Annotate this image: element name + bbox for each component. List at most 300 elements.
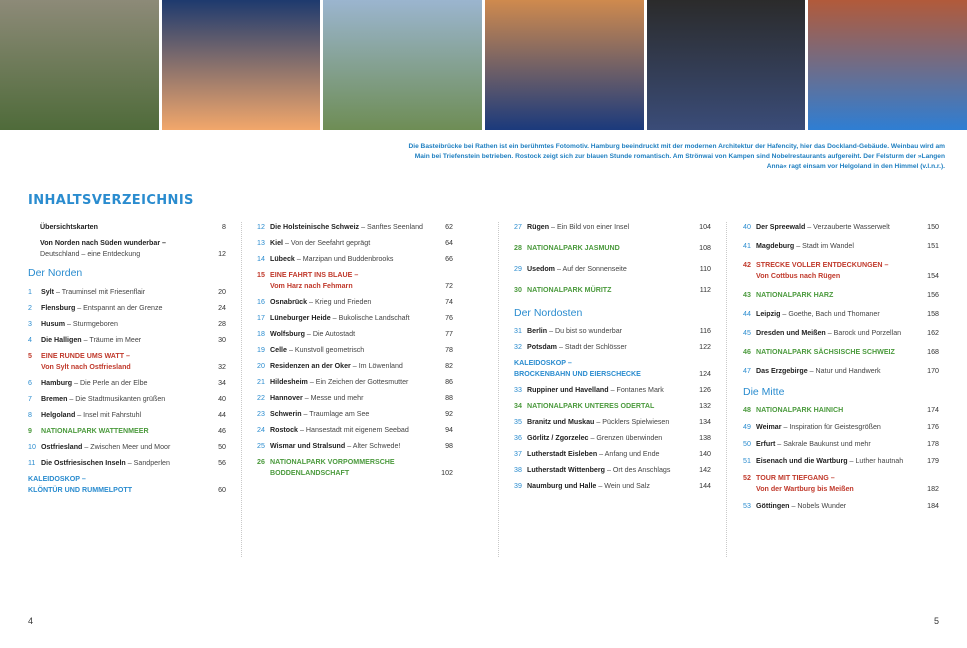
entry-subtitle: – Stadt im Wandel xyxy=(794,242,854,250)
toc-entry xyxy=(257,409,453,420)
entry-name: Berlin xyxy=(527,327,548,335)
entry-number: 3 xyxy=(28,320,32,328)
entry-name: Die Holsteinische Schweiz xyxy=(270,223,360,231)
entry-page: 46 xyxy=(218,427,226,435)
entry-page: 140 xyxy=(699,450,711,458)
entry-number: 8 xyxy=(28,411,32,419)
entry-page: 116 xyxy=(699,327,711,335)
entry-title xyxy=(756,222,890,233)
entry-number: 49 xyxy=(743,423,751,431)
entry-number: 21 xyxy=(257,378,265,386)
section-heading: Die Mitte xyxy=(743,386,785,398)
entry-subtitle: – Kunstvoll geometrisch xyxy=(286,346,365,354)
entry-number: 36 xyxy=(514,434,522,442)
entry-title xyxy=(514,358,641,380)
entry-name: Bremen xyxy=(41,395,68,403)
entry-page: 170 xyxy=(927,367,939,375)
entry-page: 56 xyxy=(218,459,226,467)
entry-page: 88 xyxy=(445,394,453,402)
entry-number: 11 xyxy=(28,459,36,467)
entry-page: 132 xyxy=(699,402,711,410)
entry-subtitle: – Von der Seefahrt geprägt xyxy=(283,239,371,247)
entry-name: TOUR MIT TIEFGANG – xyxy=(756,474,835,482)
entry-title xyxy=(527,243,620,254)
toc-entry xyxy=(28,442,226,453)
toc-entry xyxy=(257,297,453,308)
entry-title xyxy=(527,465,670,476)
entry-number: 41 xyxy=(743,242,751,250)
entry-subtitle: – Bukolische Landschaft xyxy=(330,314,410,322)
entry-number: 34 xyxy=(514,402,522,410)
entry-page: 50 xyxy=(218,443,226,451)
entry-subtitle: – Pücklers Spielwiesen xyxy=(594,418,670,426)
entry-title xyxy=(756,456,903,467)
entry-title xyxy=(270,313,410,324)
entry-subtitle: – Natur und Handwerk xyxy=(807,367,881,375)
entry-subtitle: – Ein Zeichen der Gottesmutter xyxy=(307,378,409,386)
entry-page: 151 xyxy=(927,242,939,250)
entry-name: Lübeck xyxy=(270,255,295,263)
entry-page: 126 xyxy=(699,386,711,394)
entry-subtitle: – Ein Bild von einer Insel xyxy=(549,223,630,231)
entry-number: 25 xyxy=(257,442,265,450)
entry-number: 53 xyxy=(743,502,751,510)
entry-subtitle: – Du bist so wunderbar xyxy=(547,327,623,335)
toc-entry xyxy=(514,264,711,275)
entry-page: 174 xyxy=(927,406,939,414)
entry-title xyxy=(756,260,888,282)
entry-number: 35 xyxy=(514,418,522,426)
entry-page: 94 xyxy=(445,426,453,434)
main-river-valley-photo xyxy=(323,0,482,130)
entry-title xyxy=(756,328,901,339)
entry-name: Erfurt xyxy=(756,440,776,448)
entry-name: Dresden und Meißen xyxy=(756,329,826,337)
entry-page: 86 xyxy=(445,378,453,386)
toc-entry xyxy=(28,222,226,233)
entry-subtitle: – Verzauberte Wasserwelt xyxy=(805,223,890,231)
column-divider xyxy=(498,222,499,557)
entry-page: 82 xyxy=(445,362,453,370)
entry-title xyxy=(756,366,881,377)
entry-number: 10 xyxy=(28,443,36,451)
entry-page: 20 xyxy=(218,288,226,296)
entry-subtitle: – Barock und Porzellan xyxy=(825,329,902,337)
entry-name: NATIONALPARK SÄCHSISCHE SCHWEIZ xyxy=(756,348,895,356)
entry-name-line2: Vom Harz nach Fehmarn xyxy=(270,282,353,290)
entry-title xyxy=(270,441,400,452)
entry-title xyxy=(270,393,363,404)
entry-subtitle: – Luther hautnah xyxy=(847,457,904,465)
entry-page: 76 xyxy=(445,314,453,322)
entry-title xyxy=(756,290,833,301)
entry-subtitle: – Auf der Sonnenseite xyxy=(555,265,627,273)
entry-page: 176 xyxy=(927,423,939,431)
entry-title xyxy=(270,457,395,479)
entry-name-line2: Von Sylt nach Ostfriesland xyxy=(41,363,131,371)
toc-entry xyxy=(743,501,939,512)
entry-page: 72 xyxy=(445,282,453,290)
entry-subtitle: – Messe und mehr xyxy=(302,394,364,402)
toc-entry xyxy=(514,465,711,476)
entry-page: 78 xyxy=(445,346,453,354)
toc-entry xyxy=(257,254,453,265)
entry-title xyxy=(527,481,650,492)
entry-title xyxy=(756,405,843,416)
entry-title xyxy=(756,241,854,252)
entry-name-line2: BROCKENBAHN UND EIERSCHECKE xyxy=(514,370,641,378)
entry-title xyxy=(527,222,629,233)
entry-name: Von Norden nach Süden wunderbar – xyxy=(40,239,166,247)
toc-entry xyxy=(257,270,453,292)
entry-number: 45 xyxy=(743,329,751,337)
entry-page: 182 xyxy=(927,485,939,493)
entry-title xyxy=(28,474,132,496)
entry-name: Branitz und Muskau xyxy=(527,418,595,426)
entry-title xyxy=(40,238,166,260)
toc-entry xyxy=(743,309,939,320)
toc-entry xyxy=(514,433,711,444)
toc-column-1 xyxy=(28,222,226,501)
entry-name: Die Halligen xyxy=(41,336,82,344)
entry-name: Naumburg und Halle xyxy=(527,482,597,490)
entry-number: 13 xyxy=(257,239,265,247)
toc-entry xyxy=(28,319,226,330)
entry-subtitle: – Goethe, Bach und Thomaner xyxy=(780,310,880,318)
entry-name: Sylt xyxy=(41,288,55,296)
entry-page: 98 xyxy=(445,442,453,450)
entry-title xyxy=(270,254,393,265)
entry-title xyxy=(270,409,369,420)
toc-entry xyxy=(743,456,939,467)
dockland-building-photo xyxy=(162,0,321,130)
sandstone-rocks-photo xyxy=(0,0,159,130)
entry-title xyxy=(41,458,170,469)
toc-entry xyxy=(743,405,939,416)
entry-page: 32 xyxy=(218,363,226,371)
entry-title xyxy=(756,422,881,433)
entry-page: 60 xyxy=(218,486,226,494)
entry-page: 179 xyxy=(927,457,939,465)
entry-name: Übersichtskarten xyxy=(40,223,98,231)
entry-name-line2: Von Cottbus nach Rügen xyxy=(756,272,841,280)
toc-entry xyxy=(257,425,453,436)
entry-number: 38 xyxy=(514,466,522,474)
entry-name: Wismar und Stralsund xyxy=(270,442,346,450)
entry-page: 66 xyxy=(445,255,453,263)
entry-number: 19 xyxy=(257,346,265,354)
entry-name: Weimar xyxy=(756,423,782,431)
entry-subtitle: – Inspiration für Geistesgrößen xyxy=(781,423,881,431)
entry-number: 30 xyxy=(514,286,522,294)
toc-entry xyxy=(257,457,453,479)
toc-entry xyxy=(28,474,226,496)
entry-subtitle: – Traumlage am See xyxy=(301,410,370,418)
toc-entry xyxy=(514,385,711,396)
toc-entry xyxy=(28,287,226,298)
entry-page: 8 xyxy=(222,223,226,231)
entry-number: 23 xyxy=(257,410,265,418)
entry-page: 30 xyxy=(218,336,226,344)
entry-subtitle: – Sturmgeboren xyxy=(65,320,118,328)
entry-number: 24 xyxy=(257,426,265,434)
entry-name: Lüneburger Heide xyxy=(270,314,331,322)
entry-page: 62 xyxy=(445,223,453,231)
entry-name: Rügen xyxy=(527,223,550,231)
entry-subtitle: – Sanftes Seenland xyxy=(359,223,424,231)
entry-subtitle: – Marzipan und Buddenbrooks xyxy=(294,255,394,263)
entry-subtitle: – Grenzen überwinden xyxy=(588,434,663,442)
entry-number: 33 xyxy=(514,386,522,394)
entry-number: 20 xyxy=(257,362,265,370)
entry-name: EINE RUNDE UMS WATT – xyxy=(41,352,130,360)
entry-page: 184 xyxy=(927,502,939,510)
entry-subtitle: – Wein und Salz xyxy=(596,482,650,490)
page-number-right: 5 xyxy=(933,616,939,626)
entry-name: Lutherstadt Wittenberg xyxy=(527,466,605,474)
entry-page: 168 xyxy=(927,348,939,356)
entry-page: 104 xyxy=(699,223,711,231)
toc-entry xyxy=(257,329,453,340)
entry-name: Görlitz / Zgorzelec xyxy=(527,434,589,442)
toc-entry xyxy=(743,241,939,252)
entry-name: NATIONALPARK JASMUND xyxy=(527,244,620,252)
entry-title xyxy=(527,417,669,428)
toc-entry xyxy=(28,426,226,437)
entry-title xyxy=(270,238,370,249)
entry-title xyxy=(527,264,627,275)
toc-entry xyxy=(514,481,711,492)
entry-page: 154 xyxy=(927,272,939,280)
entry-name: Göttingen xyxy=(756,502,790,510)
entry-subtitle: – Nobels Wunder xyxy=(789,502,847,510)
entry-page: 158 xyxy=(927,310,939,318)
entry-title xyxy=(41,319,118,330)
entry-number: 6 xyxy=(28,379,32,387)
entry-number: 2 xyxy=(28,304,32,312)
entry-title xyxy=(270,222,423,233)
entry-page: 92 xyxy=(445,410,453,418)
toc-entry xyxy=(514,358,711,380)
toc-entry xyxy=(514,243,711,254)
entry-page: 150 xyxy=(927,223,939,231)
entry-number: 12 xyxy=(257,223,265,231)
entry-page: 144 xyxy=(699,482,711,490)
entry-title xyxy=(41,335,141,346)
entry-page: 44 xyxy=(218,411,226,419)
toc-entry xyxy=(257,361,453,372)
entry-subtitle: – Im Löwenland xyxy=(350,362,403,370)
toc-entry xyxy=(28,458,226,469)
entry-subtitle: – Die Perle an der Elbe xyxy=(72,379,148,387)
entry-number: 4 xyxy=(28,336,32,344)
toc-entry xyxy=(743,328,939,339)
section-heading: Der Nordosten xyxy=(514,307,583,319)
entry-number: 47 xyxy=(743,367,751,375)
entry-subtitle: – Alter Schwede! xyxy=(345,442,401,450)
entry-number: 37 xyxy=(514,450,522,458)
entry-name: Eisenach und die Wartburg xyxy=(756,457,848,465)
entry-subtitle: – Krieg und Frieden xyxy=(307,298,372,306)
entry-number: 1 xyxy=(28,288,32,296)
toc-entry xyxy=(28,378,226,389)
column-divider xyxy=(726,222,727,557)
entry-name-line2: KLÖNTÜR UND RUMMELPOTT xyxy=(28,486,133,494)
entry-subtitle: – Fontanes Mark xyxy=(608,386,664,394)
rostock-harbor-photo xyxy=(485,0,644,130)
entry-number: 22 xyxy=(257,394,265,402)
entry-subtitle: – Trauminsel mit Friesenflair xyxy=(54,288,146,296)
toc-entry xyxy=(743,473,939,495)
toc-entry xyxy=(257,238,453,249)
entry-subtitle: – Sandperlen xyxy=(125,459,170,467)
entry-name: Wolfsburg xyxy=(270,330,305,338)
entry-subtitle: Deutschland – eine Entdeckung xyxy=(40,250,141,258)
entry-name: Usedom xyxy=(527,265,555,273)
entry-number: 40 xyxy=(743,223,751,231)
entry-title xyxy=(270,329,355,340)
entry-page: 134 xyxy=(699,418,711,426)
entry-title xyxy=(756,439,871,450)
toc-entry xyxy=(743,347,939,358)
entry-name: Ostfriesland xyxy=(41,443,83,451)
entry-title xyxy=(41,442,170,453)
entry-name: Hildesheim xyxy=(270,378,308,386)
entry-title xyxy=(41,351,131,373)
entry-name: Ruppiner und Havelland xyxy=(527,386,609,394)
entry-name: STRECKE VOLLER ENTDECKUNGEN – xyxy=(756,261,889,269)
entry-title xyxy=(527,401,654,412)
toc-column-4 xyxy=(743,222,939,518)
toc-column-3 xyxy=(514,222,711,497)
entry-name: Helgoland xyxy=(41,411,76,419)
entry-name: Die Ostfriesischen Inseln xyxy=(41,459,126,467)
toc-entry xyxy=(743,290,939,301)
entry-name: Osnabrück xyxy=(270,298,308,306)
entry-title xyxy=(270,361,403,372)
entry-number: 29 xyxy=(514,265,522,273)
entry-name: NATIONALPARK UNTERES ODERTAL xyxy=(527,402,655,410)
entry-title xyxy=(40,222,98,233)
entry-number: 51 xyxy=(743,457,751,465)
entry-title xyxy=(527,326,622,337)
toc-entry xyxy=(28,238,226,260)
entry-name: Schwerin xyxy=(270,410,302,418)
entry-name: Hannover xyxy=(270,394,303,402)
entry-subtitle: – Insel mit Fahrstuhl xyxy=(75,411,142,419)
toc-entry xyxy=(514,222,711,233)
entry-name: NATIONALPARK WATTENMEER xyxy=(41,427,149,435)
entry-name: KALEIDOSKOP – xyxy=(514,359,572,367)
entry-subtitle: – Stadt der Schlösser xyxy=(556,343,627,351)
entry-name: NATIONALPARK MÜRITZ xyxy=(527,286,612,294)
photo-strip xyxy=(0,0,967,130)
entry-number: 15 xyxy=(257,271,265,279)
entry-page: 124 xyxy=(699,370,711,378)
entry-name: KALEIDOSKOP – xyxy=(28,475,86,483)
entry-name: Hamburg xyxy=(41,379,73,387)
entry-page: 122 xyxy=(699,343,711,351)
entry-name: NATIONALPARK HARZ xyxy=(756,291,834,299)
entry-title xyxy=(527,449,660,460)
toc-entry xyxy=(514,401,711,412)
entry-page: 138 xyxy=(699,434,711,442)
heligoland-cliff-photo xyxy=(808,0,967,130)
entry-number: 31 xyxy=(514,327,522,335)
entry-page: 40 xyxy=(218,395,226,403)
toc-column-2 xyxy=(257,222,453,484)
entry-number: 28 xyxy=(514,244,522,252)
toc-entry xyxy=(28,394,226,405)
entry-name-line2: Von der Wartburg bis Meißen xyxy=(756,485,854,493)
toc-entry xyxy=(514,285,711,296)
entry-page: 64 xyxy=(445,239,453,247)
entry-number: 44 xyxy=(743,310,751,318)
entry-subtitle: – Die Stadtmusikanten grüßen xyxy=(67,395,166,403)
entry-page: 77 xyxy=(445,330,453,338)
toc-entry xyxy=(514,417,711,428)
entry-title xyxy=(756,473,854,495)
entry-name: NATIONALPARK VORPOMMERSCHE xyxy=(270,458,395,466)
photo-caption: Die Basteibrücke bei Rathen ist ein berühmtes Fotomotiv. Hamburg beeindruckt mit der modernen Architektur der Hafencity, hier das Dockland-Gebäude. Weinbau wird am Main bei Triefenstein betrieben. Rostock zeigt sich zur blauen Stunde romantisch. Am Strönwai von Kampen sind Nobelrestaurants aufgereiht. Der Felsturm der »Langen Anna« ragt einsam vor Helgoland in den Himmel (v.l.n.r.). xyxy=(408,143,945,170)
toc-entry xyxy=(28,351,226,373)
entry-name: Husum xyxy=(41,320,66,328)
toc-entry xyxy=(743,422,939,433)
entry-name: Kiel xyxy=(270,239,284,247)
toc-entry xyxy=(257,222,453,233)
entry-name: Residenzen an der Oker xyxy=(270,362,351,370)
entry-title xyxy=(41,303,162,314)
entry-title xyxy=(270,425,409,436)
entry-number: 42 xyxy=(743,261,751,269)
toc-entry xyxy=(257,441,453,452)
entry-number: 39 xyxy=(514,482,522,490)
entry-title xyxy=(41,287,145,298)
entry-page: 156 xyxy=(927,291,939,299)
toc-entry xyxy=(28,335,226,346)
entry-subtitle: – Ort des Anschlags xyxy=(604,466,671,474)
entry-name: Das Erzgebirge xyxy=(756,367,808,375)
entry-page: 162 xyxy=(927,329,939,337)
entry-number: 14 xyxy=(257,255,265,263)
entry-title xyxy=(270,377,408,388)
entry-subtitle: – Zwischen Meer und Moor xyxy=(82,443,171,451)
entry-title xyxy=(270,297,371,308)
entry-page: 74 xyxy=(445,298,453,306)
entry-title xyxy=(270,270,358,292)
toc-entry xyxy=(257,393,453,404)
hotel-evening-photo xyxy=(647,0,806,130)
entry-subtitle: – Entspannt an der Grenze xyxy=(75,304,163,312)
entry-number: 26 xyxy=(257,458,265,466)
entry-title xyxy=(527,285,611,296)
entry-name: Flensburg xyxy=(41,304,76,312)
entry-number: 48 xyxy=(743,406,751,414)
entry-page: 34 xyxy=(218,379,226,387)
entry-subtitle: – Sakrale Baukunst und mehr xyxy=(775,440,871,448)
entry-number: 46 xyxy=(743,348,751,356)
entry-number: 17 xyxy=(257,314,265,322)
entry-name-line2: BODDENLANDSCHAFT xyxy=(270,469,350,477)
entry-page: 24 xyxy=(218,304,226,312)
entry-subtitle: – Die Autostadt xyxy=(304,330,356,338)
entry-name: EINE FAHRT INS BLAUE – xyxy=(270,271,359,279)
toc-entry xyxy=(743,439,939,450)
toc-entry xyxy=(743,260,939,282)
entry-subtitle: – Träume im Meer xyxy=(81,336,142,344)
entry-title xyxy=(756,347,895,358)
entry-title xyxy=(756,309,880,320)
